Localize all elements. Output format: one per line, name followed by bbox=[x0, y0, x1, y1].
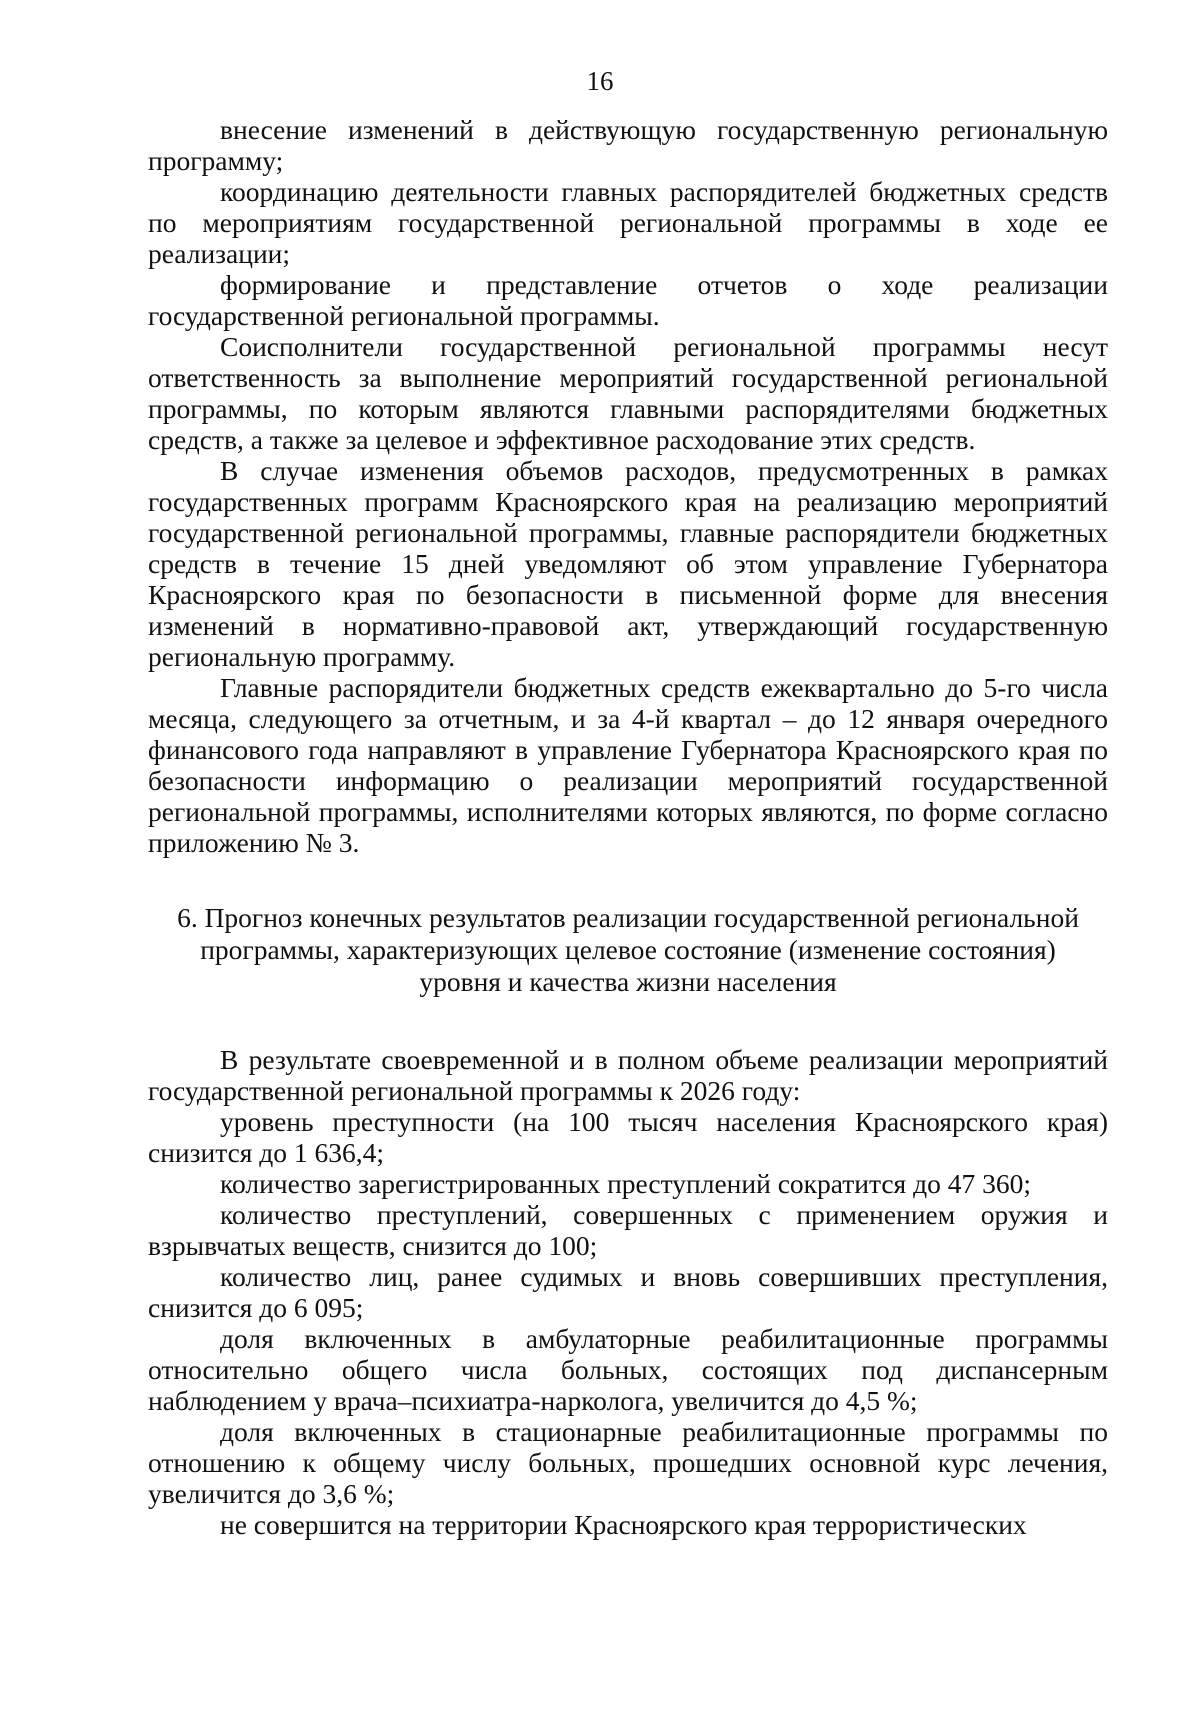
paragraph: формирование и представление отчетов о ходе реализации государственной региональной программы. bbox=[148, 269, 1108, 331]
paragraph: Главные распорядители бюджетных средств ежеквартально до 5-го числа месяца, следующего за отчетным, и за 4-й квартал – до 12 января очередного финансового года направляют в управление Губернатора Красноярского края по безопасности информацию о реализации мероприятий государственной региональной программы, исполнителями которых являются, по форме согласно приложению № 3. bbox=[148, 672, 1108, 858]
paragraph: уровень преступности (на 100 тысяч населения Красноярского края) снизится до 1 636,4; bbox=[148, 1106, 1108, 1168]
paragraph: не совершится на территории Красноярского края террористических bbox=[220, 1509, 1027, 1540]
paragraph: количество преступлений, совершенных с применением оружия и взрывчатых веществ, снизится до 100; bbox=[148, 1199, 1108, 1261]
paragraph: количество лиц, ранее судимых и вновь совершивших преступления, снизится до 6 095; bbox=[148, 1261, 1108, 1323]
paragraph: Соисполнители государственной региональной программы несут ответственность за выполнение мероприятий государственной региональной программы, по которым являются главными распорядителями бюджетных средств, а также за целевое и эффективное расходование этих средств. bbox=[148, 331, 1108, 455]
section-heading-line: программы, характеризующих целевое состояние (изменение состояния) bbox=[200, 934, 1056, 965]
paragraph: доля включенных в амбулаторные реабилитационные программы относительно общего числа больных, состоящих под диспансерным наблюдением у врача–психиатра-нарколога, увеличится до 4,5 %; bbox=[148, 1323, 1108, 1416]
paragraph: доля включенных в стационарные реабилитационные программы по отношению к общему числу больных, прошедших основной курс лечения, увеличится до 3,6 %; bbox=[148, 1416, 1108, 1509]
paragraph: В результате своевременной и в полном объеме реализации мероприятий государственной региональной программы к 2026 году: bbox=[148, 1044, 1108, 1106]
section-heading-line: 6. Прогноз конечных результатов реализации государственной региональной bbox=[177, 902, 1079, 933]
paragraph: координацию деятельности главных распорядителей бюджетных средств по мероприятиям государственной региональной программы в ходе ее реализации; bbox=[148, 176, 1108, 269]
paragraph: количество зарегистрированных преступлений сократится до 47 360; bbox=[220, 1168, 1031, 1199]
section-heading-line: уровня и качества жизни населения bbox=[419, 966, 837, 997]
paragraph: внесение изменений в действующую государственную региональную программу; bbox=[148, 114, 1108, 176]
paragraph: В случае изменения объемов расходов, предусмотренных в рамках государственных программ Красноярского края на реализацию мероприятий государственной региональной программы, главные распорядители бюджетных средств в течение 15 дней уведомляют об этом управление Губернатора Красноярского края по безопасности в письменной форме для внесения изменений в нормативно-правовой акт, утверждающий государственную региональную программу. bbox=[148, 455, 1108, 672]
page-number: 16 bbox=[586, 66, 614, 96]
section-heading bbox=[148, 902, 1108, 998]
document-body bbox=[148, 114, 1108, 1540]
